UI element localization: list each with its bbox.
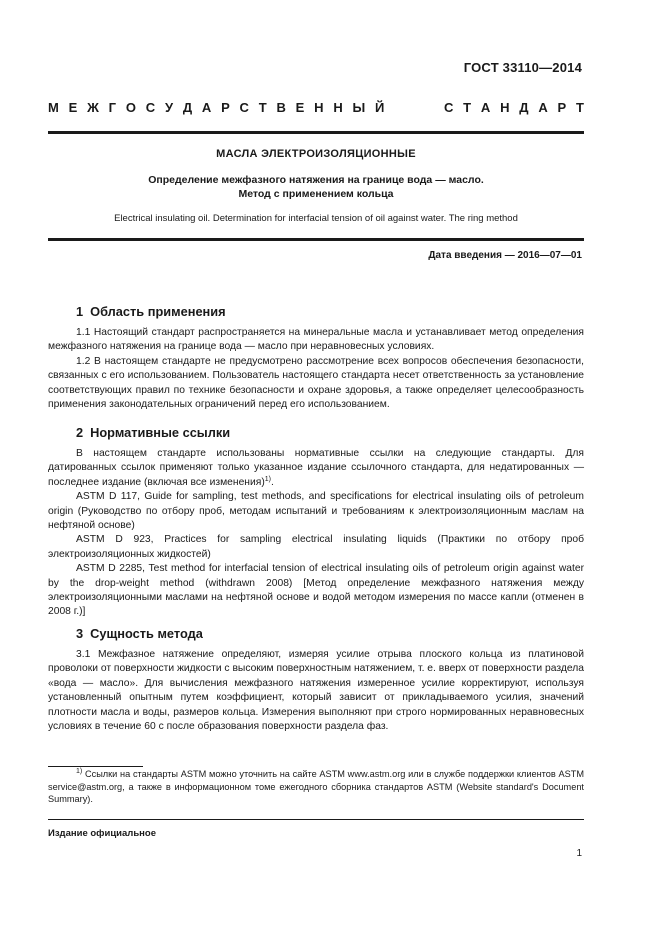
section-number: 1	[76, 304, 84, 319]
title-ru-main: МАСЛА ЭЛЕКТРОИЗОЛЯЦИОННЫЕ	[216, 148, 416, 160]
footer-divider	[48, 819, 584, 820]
paragraph-end: .	[271, 476, 274, 488]
title-ru-subtitle	[48, 173, 584, 201]
paragraph: ASTM D 117, Guide for sampling, test methods, and specifications for electrical insulating oils of petroleum origin (Руководство по отбору проб, методам испытаний и требованиям к электроизоляционным маслам на нефтяной основе)	[48, 491, 584, 532]
interstate-letter: Т	[463, 100, 472, 115]
interstate-letter: Н	[333, 100, 343, 115]
title-divider	[48, 238, 584, 241]
interstate-letter: Т	[258, 100, 267, 115]
interstate-letter: А	[480, 100, 491, 115]
footnote-ref[interactable]: 1)	[264, 475, 271, 483]
title-en: Electrical insulating oil. Determination for interfacial tension of oil against water. The ring method	[114, 213, 518, 224]
word-gap	[394, 100, 434, 115]
section-title: Нормативные ссылки	[90, 425, 231, 440]
standard-id: ГОСТ 33110—2014	[463, 60, 582, 75]
interstate-letter: М	[48, 100, 59, 115]
section-1-body	[48, 326, 584, 412]
interstate-letter: Ы	[352, 100, 366, 115]
interstate-letter: В	[276, 100, 286, 115]
interstate-letter: Е	[68, 100, 78, 115]
paragraph: ASTM D 2285, Test method for interfacial tension of electrical insulating oils of petroleum origin against water by the drop-weight method (withdrawn 2008) [Метод определение межфазного натяжения между электроизоляционными маслами на нефтяной основе и водой методом измерения по массе капли (отменен в 2008 г.)]	[48, 563, 584, 618]
interstate-letter: А	[201, 100, 212, 115]
section-heading	[76, 626, 203, 641]
interstate-letter: С	[239, 100, 249, 115]
interstate-letter: Ж	[87, 100, 99, 115]
subtitle-line: Метод с применением кольца	[238, 188, 394, 200]
interstate-standard-heading	[48, 100, 584, 115]
interstate-letter: С	[145, 100, 156, 115]
subtitle-line: Определение межфазного натяжения на границе вода — масло.	[148, 174, 484, 186]
section-number: 2	[76, 425, 84, 440]
paragraph-text: В настоящем стандарте использованы нормативные ссылки на следующие стандарты. Для датированных ссылок применяют только указанное издание ссылочного стандарта, для недатированных — последнее издание (включая все изменения)	[48, 448, 584, 488]
interstate-letter: О	[125, 100, 136, 115]
interstate-letter: Н	[500, 100, 510, 115]
interstate-letter: Й	[375, 100, 385, 115]
interstate-letter: Е	[295, 100, 305, 115]
header-divider	[48, 131, 584, 134]
footnote-divider	[48, 766, 143, 767]
footnote-body: Ссылки на стандарты ASTM можно уточнить на сайте ASTM www.astm.org или в службе поддержки клиентов ASTM service@astm.org, а также в информационном томе ежегодного сборника стандартов ASTM (Website standard's Document Summary).	[48, 769, 584, 805]
paragraph: 3.1 Межфазное натяжение определяют, измеряя усилие отрыва плоского кольца из платиновой проволоки от поверхности жидкости с высоким поверхностным натяжением, т. е. вверх от поверхности раздела «вода — масло». Для вычисления межфазного натяжения измеренное усилие корректируют, используя установленный опытным путем коэффициент, который зависит от прикладываемого усилия, значений плотности масла и воды, размеров кольца. Измерения выполняют при строго нормированных неравновесных условиях в течение 60 с после образования поверхности раздела фаз.	[48, 649, 584, 733]
paragraph: 1.1 Настоящий стандарт распространяется на минеральные масла и устанавливает метод определения межфазного натяжения на границе вода — масло при неравновесных условиях.	[48, 327, 584, 353]
interstate-letter: С	[443, 100, 454, 115]
section-heading	[76, 425, 230, 440]
footnote-mark: 1)	[76, 768, 83, 775]
footnote	[48, 768, 584, 806]
intro-date: Дата введения — 2016—07—01	[428, 250, 582, 261]
paragraph: ASTM D 923, Practices for sampling electrical insulating liquids (Практики по отбору проб электроизоляционных жидкостей)	[48, 534, 584, 560]
paragraph: 1.2 В настоящем стандарте не предусмотрено рассмотрение всех вопросов обеспечения безопасности, связанных с его использованием. Пользователь настоящего стандарта несет ответственность за установление соответствующих правил по технике безопасности и охране здоровья, а также определяет целесообразность применения законодательных ограничений перед его использованием.	[48, 355, 584, 411]
edition-label: Издание официальное	[48, 828, 156, 839]
section-title: Сущность метода	[90, 626, 203, 641]
interstate-letter: Г	[108, 100, 117, 115]
interstate-letter: Д	[519, 100, 529, 115]
interstate-letter: Р	[221, 100, 230, 115]
interstate-letter: Д	[182, 100, 193, 115]
page-number: 1	[576, 848, 582, 859]
section-2-body	[48, 447, 584, 620]
interstate-letter: У	[164, 100, 174, 115]
interstate-letter: Н	[314, 100, 324, 115]
interstate-letter: Т	[576, 100, 584, 115]
paragraph	[48, 447, 584, 490]
section-3-body	[48, 648, 584, 734]
footnote-text	[48, 768, 584, 806]
interstate-letter: Р	[557, 100, 567, 115]
section-number: 3	[76, 626, 84, 641]
interstate-letter: А	[538, 100, 548, 115]
section-heading	[76, 304, 226, 319]
section-title: Область применения	[90, 304, 226, 319]
